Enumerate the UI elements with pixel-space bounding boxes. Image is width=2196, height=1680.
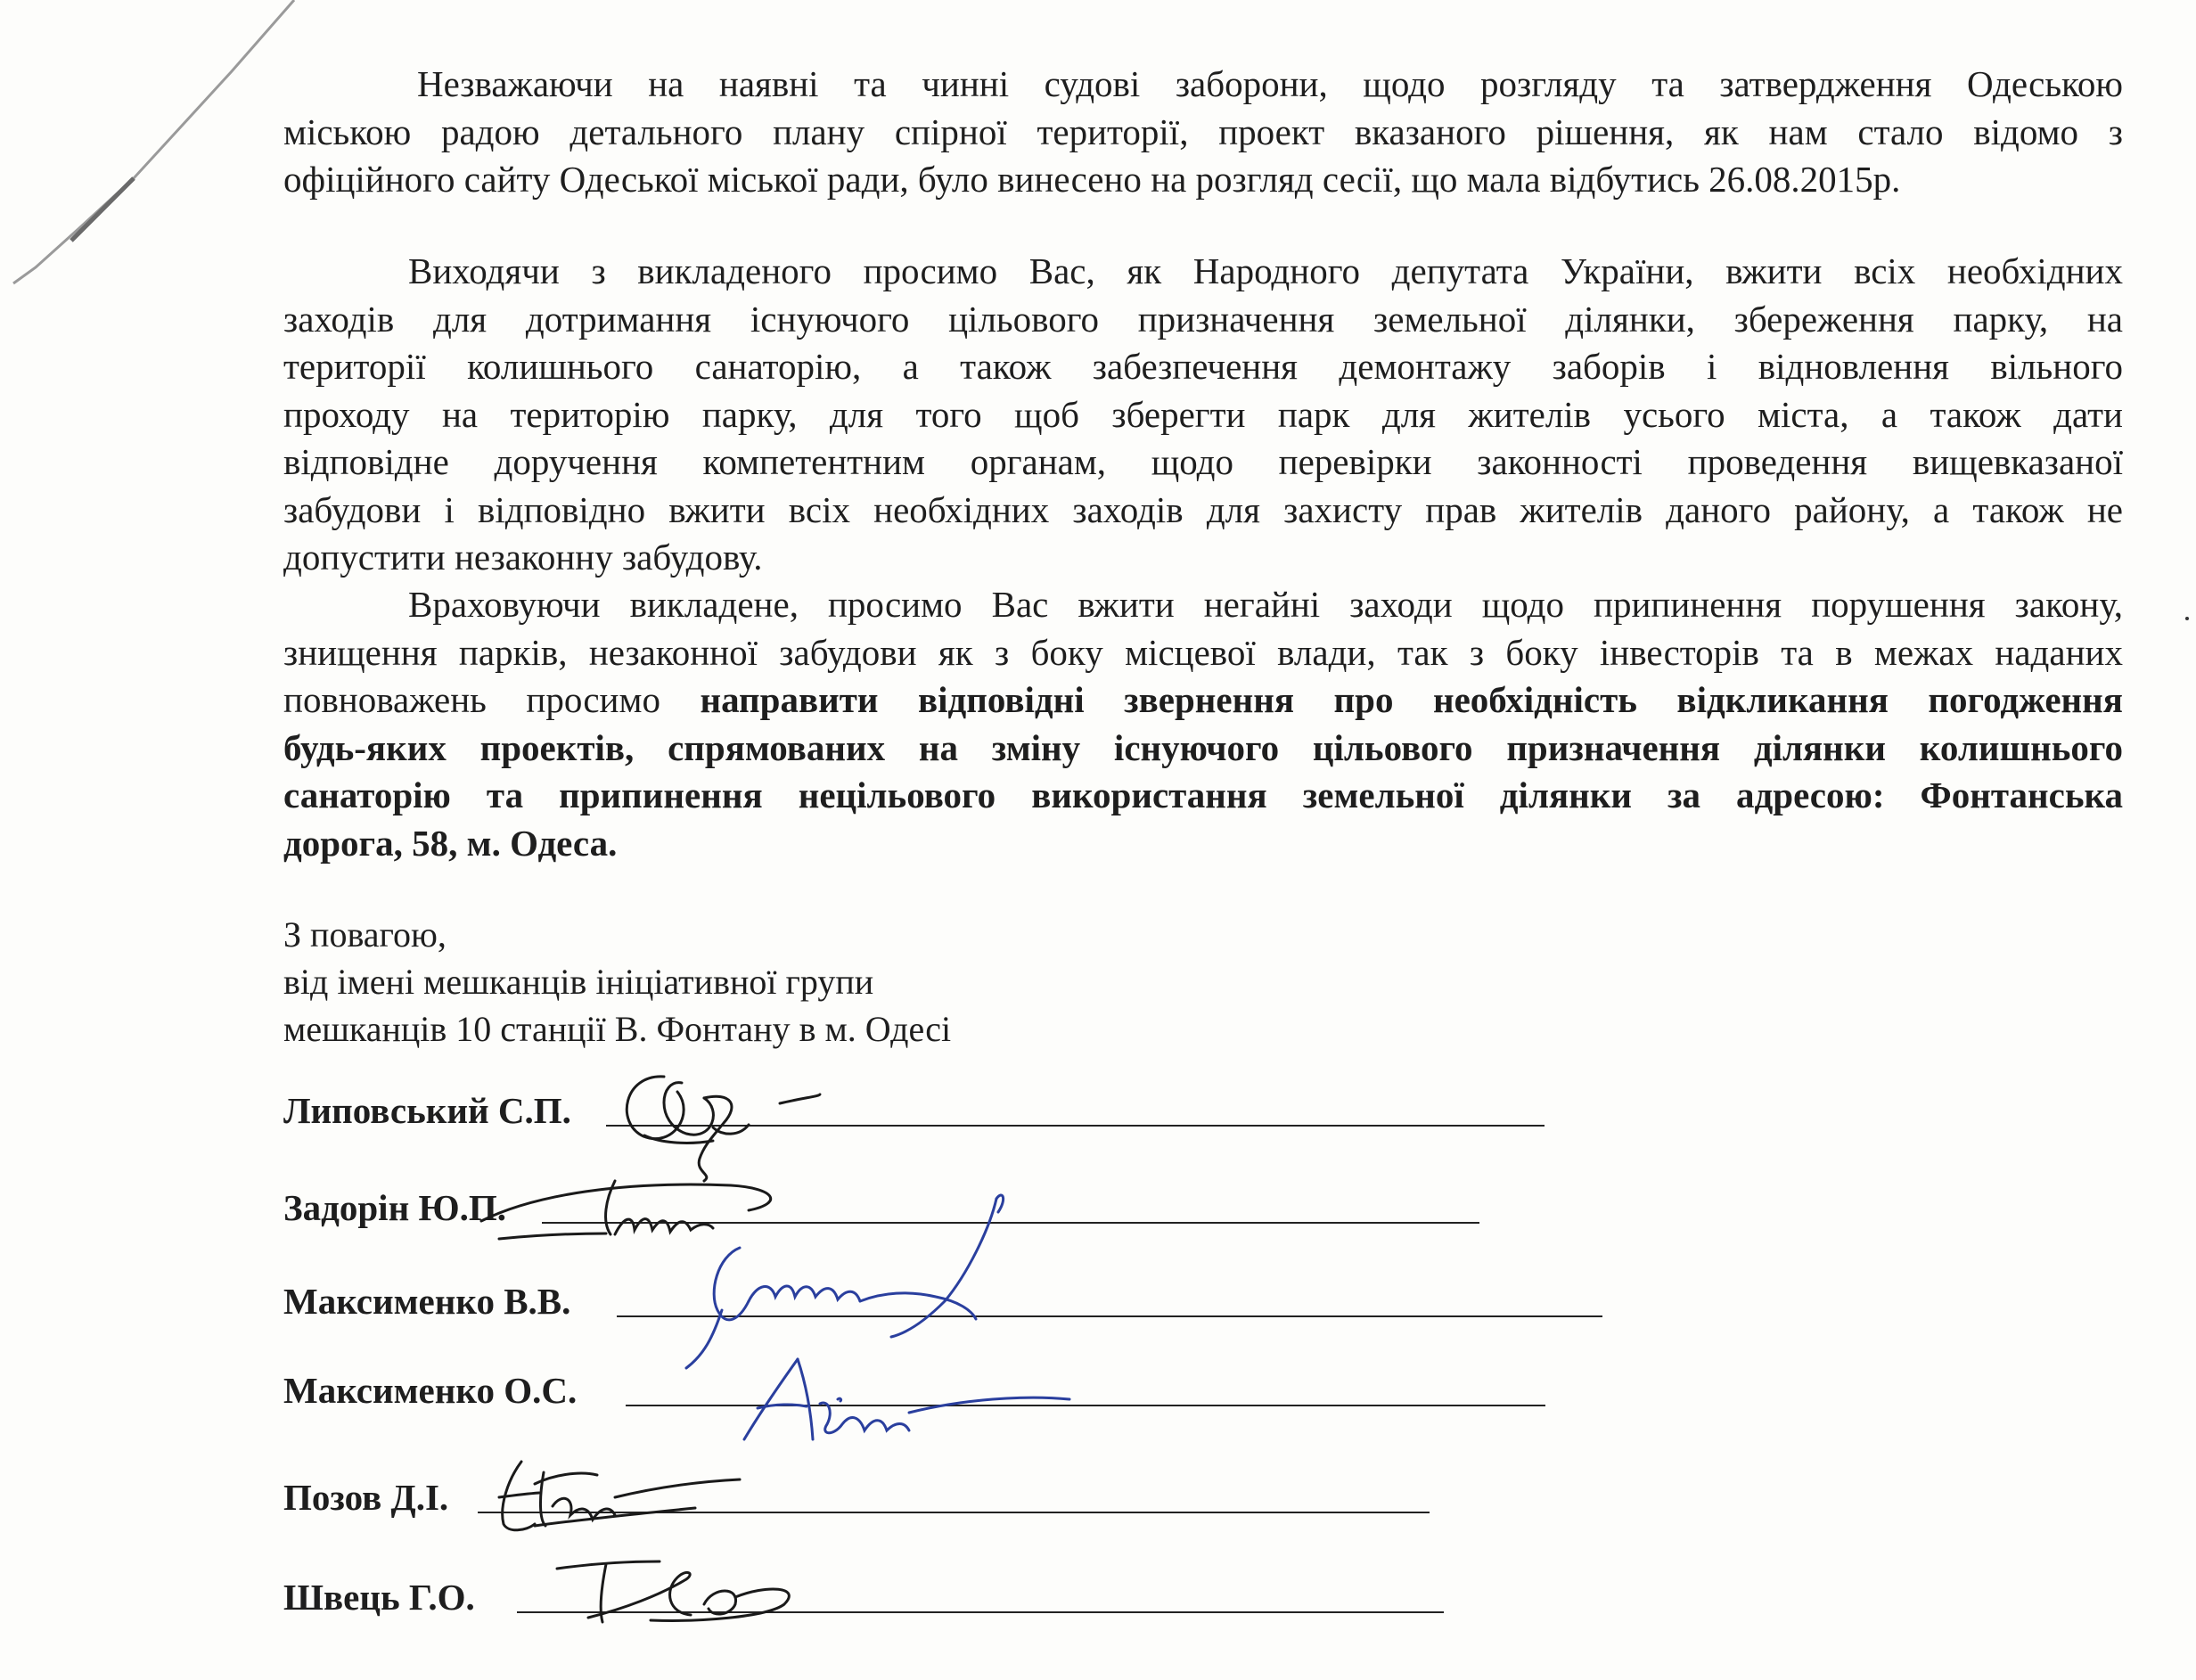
signatory-name: Задорін Ю.П. (283, 1187, 507, 1228)
paragraph-court-bans (283, 61, 2123, 204)
signature-line (606, 1125, 1545, 1127)
paragraph-line: Незважаючи на наявні та чинні судові заборони, щодо розгляду та затвердження Одеською (417, 63, 2123, 104)
scan-speck (2185, 617, 2189, 620)
signature-line (626, 1405, 1545, 1406)
signature-line (478, 1512, 1430, 1513)
paragraph-urgent-measures (283, 581, 2123, 867)
paragraph-text: повноважень просимо (283, 679, 701, 720)
closing-regards: З повагою, (283, 914, 447, 955)
paragraph-line: міською радою детального плану спірної території, проект вказаного рішення, як нам стало відомо з (283, 111, 2123, 152)
paragraph-line: Враховуючи викладене, просимо Вас вжити негайні заходи щодо припинення порушення закону, (408, 584, 2123, 625)
paragraph-request-deputy (283, 248, 2123, 582)
signatory-name: Максименко О.С. (283, 1370, 578, 1411)
paragraph-line: Виходячи з викладеного просимо Вас, як Народного депутата України, вжити всіх необхідних (408, 250, 2123, 291)
signatory-name: Максименко В.В. (283, 1281, 571, 1322)
paragraph-line: проходу на територію парку, для того щоб зберегти парк для жителів усього міста, а також дати (283, 393, 2123, 435)
paragraph-bold-line: дорога, 58, м. Одеса. (283, 822, 618, 864)
paragraph-line: забудови і відповідно вжити всіх необхідних заходів для захисту прав жителів даного району, а також не (283, 488, 2123, 530)
signature-line (517, 1611, 1444, 1613)
closing-residents: мешканців 10 станції В. Фонтану в м. Одесі (283, 1009, 952, 1049)
signature-maksymenko-os (744, 1359, 1069, 1439)
signature-line (617, 1315, 1602, 1317)
paragraph-line: території колишнього санаторію, а також забезпечення демонтажу заборів і відновлення вільного (283, 346, 2123, 387)
paragraph-line: заходів для дотримання існуючого цільового призначення земельної ділянки, збереження парку, на (283, 298, 2123, 340)
signatory-name: Позов Д.І. (283, 1477, 449, 1518)
paragraph-bold-text: направити відповідні звернення про необхідність відкликання погодження (700, 679, 2123, 720)
closing-on-behalf: від імені мешканців ініціативної групи (283, 962, 874, 1002)
paragraph-line: офіційного сайту Одеської міської ради, було винесено на розгляд сесії, що мала відбутись 26.08.2015р. (283, 159, 1901, 200)
paragraph-bold-line: санаторію та припинення нецільового використання земельної ділянки за адресою: Фонтанська (283, 774, 2123, 815)
paragraph-bold-line: будь-яких проектів, спрямованих на зміну існуючого цільового призначення ділянки колишнього (283, 726, 2123, 768)
signature-pozov (499, 1462, 740, 1530)
paragraph-line-mixed (283, 676, 2123, 725)
signatory-name: Липовський С.П. (283, 1090, 571, 1131)
closing-block (283, 911, 951, 1053)
signatory-name: Швець Г.О. (283, 1577, 475, 1618)
paragraph-line: допустити незаконну забудову. (283, 537, 763, 578)
signature-zadorin (481, 1181, 771, 1239)
paragraph-line: відповідне доручення компетентним органам, щодо перевірки законності проведення вищевказаної (283, 441, 2123, 482)
paragraph-line: знищення парків, незаконної забудови як з боку місцевої влади, так з боку інвесторів та в межах наданих (283, 631, 2123, 673)
signature-lipovsky (627, 1077, 820, 1181)
signature-line (542, 1222, 1479, 1224)
